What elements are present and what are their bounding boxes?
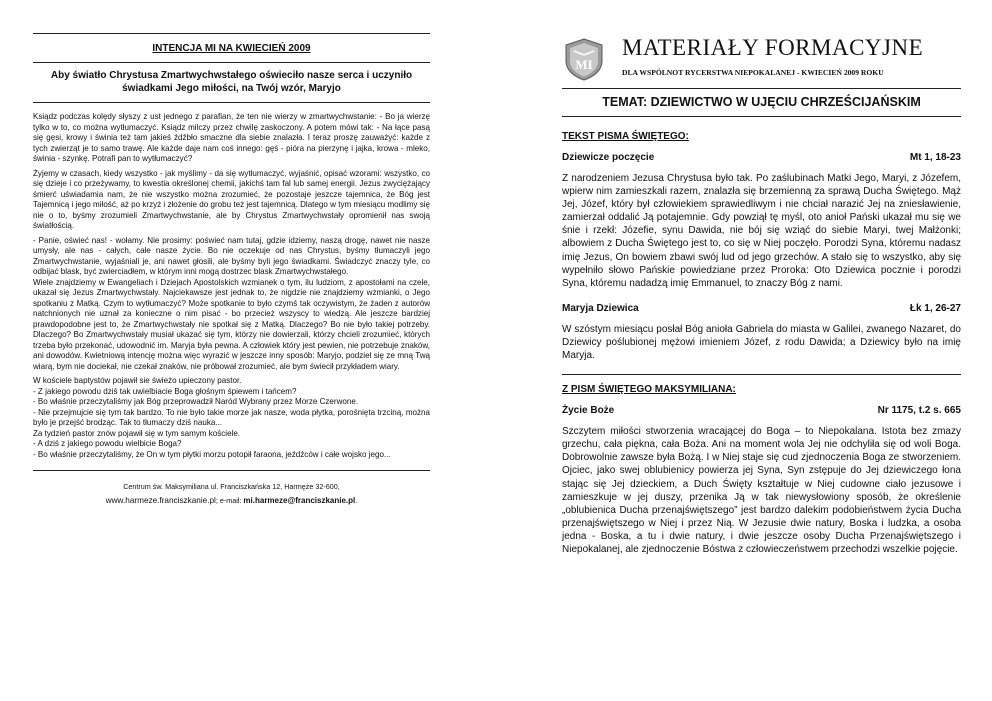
- reading-text: Szczytem miłości stworzenia wracającej do Boga – to Niepokalana. Istota bez zmazy grzechu, cała piękna, cała Boża. Ani na moment wola Jej nie odchyliła się od woli Boga. Dobrowolnie zawsze była Bożą. I w Niej staje się cud zjednoczenia Boga ze stworzeniem. Ojciec, jako swej oblubienicy powierza jej Syna, Syn zstępuje do Jej dziewiczego łona stając się Jej dzieckiem, a Duch Święty kształtuje w Niej cudowne ciało jezusowe i zamieszkuje w jej duszy, przenika Ją w tak niewysłowiony sposób, że określenie „oblubienica Ducha przenajświętszego” jest bardzo dalekim podobieństwem życia Ducha przenajświętszego w Niej i przez Nią. W Jezusie dwie natury, Boska i ludzka, a osoba jedna - Boska, a tu i dwie natury, i dwie jeszcze osoby Ducha Przenajświętszego i Niepokalanej, ale zjednoczenie Bóstwa z człowieczeństwem przechodzi wszelkie pojęcie.: [562, 426, 961, 555]
- paragraph: Wiele znajdziemy w Ewangeliach i Dziejach Apostolskich wzmianek o tym, ilu ludziom, z apostołami na czele, ukazał się Jezus Zmartwychwstały. Najciekawsze jest jednak to, że nigdzie nie znajdziemy wzmianki, o Jego spotkaniu z Matką. Czym to wytłumaczyć? Może spotkanie to było czymś tak oczywistym, że żaden z autorów natchnionych nie uznał za konieczne o nim pisać - bo przecież wszyscy to wiedzą. Ale jeszcze bardziej prawdopodobne jest to, że Zmartwychwstały nie spotkał się z Matką. Dlaczego? Bo nie było takiej potrzeby. Dlaczego? Bo Zmartwychwstały musiał ukazać się tym, którzy nie dowierzali, którzy chcieli zrozumieć, których trzeba było przekonać, udowodnić im. Maryja była pewna. A człowiek który jest pewien, nie potrzebuje znaków, ani dowodów. Kwietniową intencję można więc wyrazić w jeszcze inny sposób: Maryjo, podziel się ze mną Twą wiarą, bym nie dociekał, nie czekał znaków, nie próbował zrozumieć, ale bym świecił przykładem wiary.: [33, 277, 430, 371]
- dialogue-line: - Bo właśnie przeczytaliśmy jak Bóg przeprowadził Naród Wybrany przez Morze Czerwone.: [33, 397, 359, 406]
- mi-shield-logo: [562, 37, 606, 81]
- formation-column: [562, 33, 961, 556]
- logo-text: MI: [575, 57, 593, 72]
- paragraph: Żyjemy w czasach, kiedy wszystko - jak myślimy - da się wytłumaczyć, wyjaśnić, opisać wzorami: wszystko, co się dzieje i co przeżywamy, to kwestia określonej chemii, jakichś tam fal lub samej energii. Jezus zwyciężający śmierć uświadamia nam, że nie wszystko można zrozumieć, że pozostaje jeszcze tajemnica, że Bóg jest Tajemnicą i jego miłość, aż po krzyż i złożenie do grobu też jest tajemnicą. Dlatego w tym miesiącu modlimy się nie o to, byśmy zrozumieli Zmartwychwstanie, ale by Chrystus Zmartwychwstały opromienił nas swoją światłością.: [33, 168, 430, 230]
- divider: [562, 116, 961, 117]
- intention-text: Aby światło Chrystusa Zmartwychwstałego oświeciło nasze serca i uczyniło świadkami Jego miłości, na Twój wzór, Maryjo: [50, 70, 413, 94]
- masthead-subtitle: DLA WSPÓLNOT RYCERSTWA NIEPOKALANEJ - KWIECIEŃ 2009 ROKU: [622, 68, 884, 77]
- divider: [33, 102, 430, 103]
- divider: [33, 470, 430, 471]
- dialogue-line: - A dziś z jakiego powodu wielbicie Boga?: [33, 439, 182, 448]
- footer-contacts: [33, 494, 430, 508]
- dialogue-line: - Bo właśnie przeczytaliśmy, że On w tym płytki morzu potopił faraona, jeźdźców i całe wojsko jego...: [33, 449, 391, 459]
- email-label: ; e-mail:: [215, 496, 244, 505]
- theme-title: TEMAT: DZIEWICTWO W UJĘCIU CHRZEŚCIJAŃSKIM: [602, 95, 921, 109]
- scripture-section-title: TEKST PISMA ŚWIĘTEGO:: [562, 131, 689, 142]
- dialogue-line: Za tydzień pastor znów pojawił się w tym samym kościele.: [33, 428, 241, 438]
- reading-text: W szóstym miesiącu posłał Bóg anioła Gabriela do miasta w Galilei, zwanego Nazaret, do Dziewicy poślubionej mężowi imieniem Józef, z rodu Dawida; a Dziewicy było na imię Maryja.: [562, 323, 961, 362]
- reading-header: [562, 405, 961, 416]
- footer: [33, 480, 430, 508]
- reading-title: Maryja Dziewica: [562, 302, 639, 314]
- email-link[interactable]: mi.harmeze@franciszkanie.pl: [243, 496, 356, 505]
- masthead-title: MATERIAŁY FORMACYJNE: [622, 35, 924, 60]
- intention-column: [33, 33, 430, 508]
- divider: [33, 33, 430, 34]
- divider: [562, 374, 961, 375]
- reading-title: Dziewicze poczęcie: [562, 152, 655, 163]
- maximilian-section-title: Z PISM ŚWIĘTEGO MAKSYMILIANA:: [562, 384, 736, 396]
- reading-header: [562, 152, 961, 163]
- intention-body: [33, 112, 430, 460]
- intention-title: INTENCJA MI NA KWIECIEŃ 2009: [152, 43, 311, 54]
- reading-title: Życie Boże: [562, 405, 615, 417]
- paragraph: Ksiądz podczas kolędy słyszy z ust jednego z parafian, że ten nie wierzy w zmartwychwstanie: - Bo ja wierzę tylko w to, co można wytłumaczyć. Ksiądz milczy przez chwilę zaskoczony. A potem mówi tak: - Na łące pasą się gęsi, krowy i świnia też tam jakieś źdźbło smaczne dla siebie znalazła. I teraz proszę zauważyć: każde z tych zwierząt je to samo trawę. Ale każde daje nam coś innego: gęś - pióra na pierzynę i jajka, krowa - mleko, świnia - szynkę. Potrafi pan to wytłumaczyć?: [33, 112, 430, 163]
- paragraph: W kościele baptystów pojawił sie świeżo upieczony pastor.: [33, 376, 242, 385]
- reading-header: [562, 303, 961, 314]
- reading-reference: Nr 1175, t.2 s. 665: [877, 405, 961, 417]
- dialogue-line: - Nie przejmujcie się tym tak bardzo. To nie było takie morze jak nasze, woda płytka, porośnięta trzciną, można było je przejść brodząc. Tak to tłumaczy dziś nauka...: [33, 407, 430, 427]
- reading-text: Z narodzeniem Jezusa Chrystusa było tak. Po zaślubinach Matki Jego, Maryi, z Józefem, wpierw nim zamieszkali razem, znalazła się brzemienną za sprawą Ducha Świętego. Mąż Jej, Józef, który był człowiekiem sprawiedliwym i nie chciał narazić Jej na zniesławienie, zamierzał oddalić Ją potajemnie. Gdy powziął tę myśl, oto anioł Pański ukazał mu się we śnie i rzekł: Józefie, synu Dawida, nie bój się wziąć do siebie Maryi, twej Małżonki; albowiem z Ducha Świętego jest to, co się w Niej poczęło. Porodzi Syna, któremu nadasz imię Jezus, On bowiem zbawi swój lud od jego grzechów. A stało się to wszystko, aby się wypełniło słowo Pańskie powiedziane przez Proroka: Oto Dziewica pocznie i porodzi Syna, któremu nadadzą imię Emmanuel, to znaczy Bóg z nami.: [562, 173, 961, 289]
- website-link[interactable]: www.harmeze.franciszkanie.pl: [105, 496, 216, 505]
- reading-reference: Mt 1, 18-23: [909, 152, 961, 163]
- divider: [33, 62, 430, 63]
- footer-address: Centrum św. Maksymiliana ul. Franciszkańska 12, Harmęże 32-600,: [123, 482, 340, 491]
- reading-reference: Łk 1, 26-27: [909, 302, 961, 314]
- masthead: [562, 33, 961, 88]
- paragraph: - Panie, oświeć nas! - wołamy. Nie prosimy: poświeć nam tutaj, gdzie idziemy, naszą drogę, nawet nie nasze umysły, ale nas - całych, całe nasze życie. Bo nie oczekuje od nas Chrystus, byśmy tłumaczyli jego Zmartwychwstanie, wyjaśniali je, ani nawet głosili, ale byśmy byli jego świadkami. Świadczyć znaczy tyle, co odbijać blask, być zwierciadłem, w którym inni mogą dostrzec blask Zmartwychwstałego.: [33, 235, 430, 276]
- dialogue-line: - Z jakiego powodu dziś tak uwielbiacie Boga głośnym śpiewem i tańcem?: [33, 386, 297, 396]
- footer-end: .: [355, 496, 358, 505]
